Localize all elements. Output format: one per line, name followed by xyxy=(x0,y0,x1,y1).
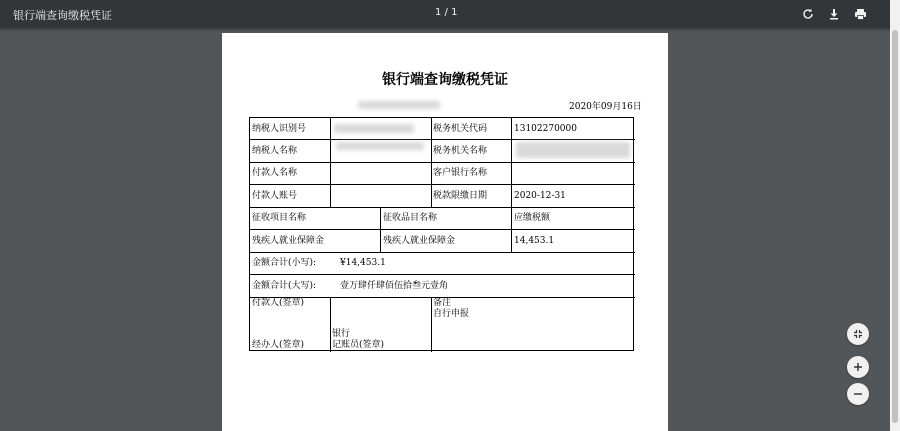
amount-large-label: 金额合计(大写): xyxy=(252,281,317,291)
rotate-button[interactable] xyxy=(800,6,816,22)
toolbar-shadow xyxy=(0,28,890,32)
remarks-label: 备注 xyxy=(433,298,452,308)
levy-product-value: 残疾人就业保障金 xyxy=(383,236,456,246)
levy-product-header: 征收品目名称 xyxy=(383,213,438,223)
amount-due-header: 应缴税额 xyxy=(514,213,551,223)
tax-deadline-label: 税款限缴日期 xyxy=(433,191,488,201)
pdf-toolbar xyxy=(0,0,890,28)
redacted-tax-office-name xyxy=(516,142,630,158)
tax-office-code-label: 税务机关代码 xyxy=(433,124,488,134)
print-icon xyxy=(854,8,867,20)
zoom-in-button[interactable] xyxy=(847,356,869,378)
download-button[interactable] xyxy=(826,6,842,22)
remarks-value: 自行申报 xyxy=(433,309,470,319)
print-button[interactable] xyxy=(852,6,868,22)
taxpayer-name-label: 纳税人名称 xyxy=(252,146,298,156)
redacted-serial-number xyxy=(358,101,440,109)
payer-name-label: 付款人名称 xyxy=(252,168,298,178)
voucher-date: 2020年09月16日 xyxy=(569,102,642,112)
amount-due-value: 14,453.1 xyxy=(514,236,555,246)
amount-small-value: ¥14,453.1 xyxy=(340,258,386,268)
payer-signature-label: 付款人(签章) xyxy=(252,298,305,308)
redacted-taxpayer-id xyxy=(334,124,414,133)
handler-signature-label: 经办人(签章) xyxy=(252,340,305,350)
fit-to-page-button[interactable] xyxy=(847,323,869,345)
tax-deadline-value: 2020-12-31 xyxy=(514,191,566,201)
taxpayer-id-label: 纳税人识别号 xyxy=(252,124,307,134)
tax-office-code-value: 13102270000 xyxy=(514,124,577,134)
redacted-taxpayer-name xyxy=(336,142,424,150)
pdf-page xyxy=(222,33,668,431)
amount-large-value: 壹万肆仟肆佰伍拾叁元壹角 xyxy=(340,281,449,291)
payer-account-label: 付款人账号 xyxy=(252,191,298,201)
zoom-out-button[interactable] xyxy=(847,383,869,405)
levy-item-header: 征收项目名称 xyxy=(252,213,307,223)
amount-small-label: 金额合计(小写): xyxy=(252,258,317,268)
voucher-table xyxy=(249,117,634,351)
page-indicator: 1 / 1 xyxy=(435,7,458,18)
document-title: 银行端查询缴税凭证 xyxy=(13,9,112,22)
tax-office-name-label: 税务机关名称 xyxy=(433,146,488,156)
scrollbar-thumb[interactable] xyxy=(892,30,898,423)
bank-label: 银行 xyxy=(332,329,351,339)
download-icon xyxy=(828,8,840,20)
minus-icon xyxy=(853,389,863,399)
plus-icon xyxy=(853,362,863,372)
bookkeeper-signature-label: 记账员(签章) xyxy=(332,340,385,350)
voucher-title: 银行端查询缴税凭证 xyxy=(382,72,508,88)
fit-page-icon xyxy=(853,329,863,339)
rotate-icon xyxy=(802,8,814,20)
customer-bank-name-label: 客户银行名称 xyxy=(433,168,488,178)
levy-item-value: 残疾人就业保障金 xyxy=(252,236,325,246)
